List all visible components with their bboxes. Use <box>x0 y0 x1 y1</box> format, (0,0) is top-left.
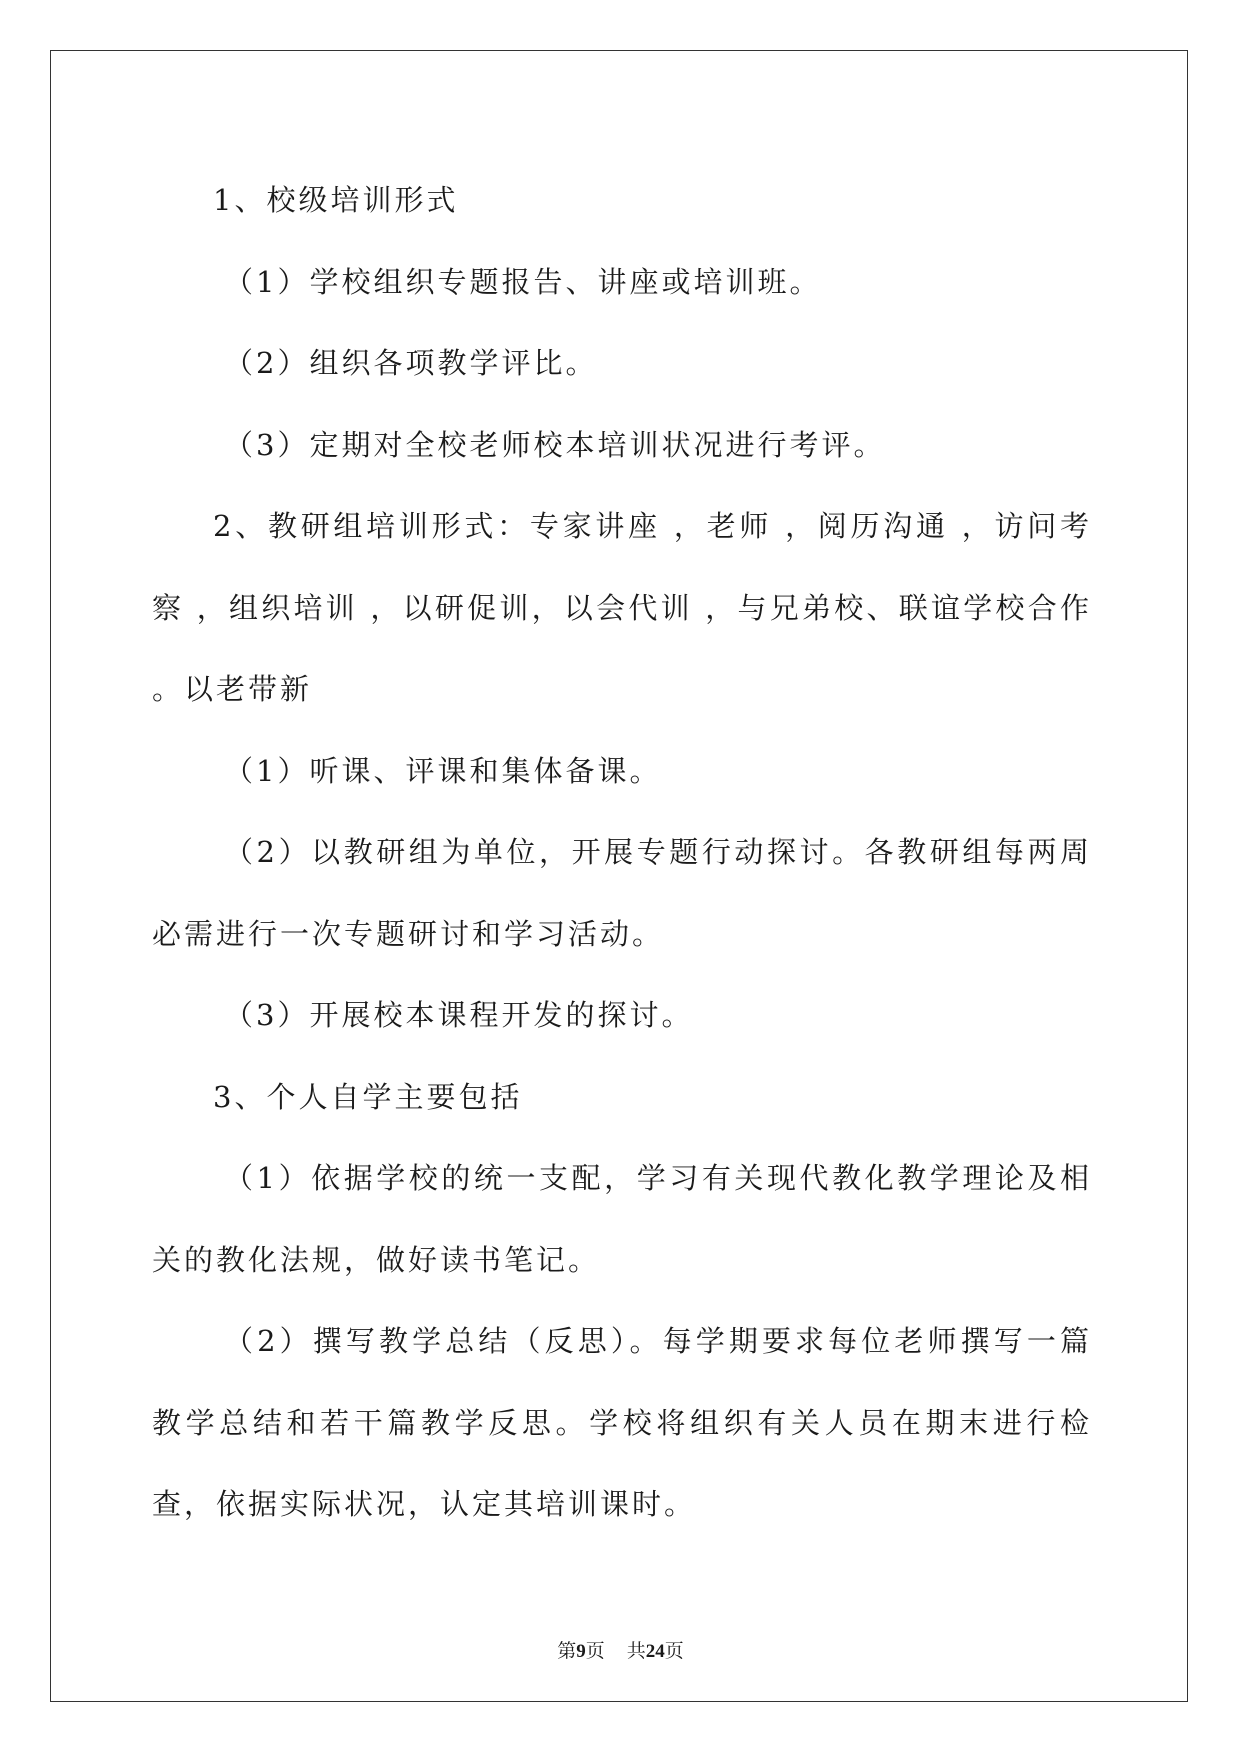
list-item: （2）撰写教学总结（反思）。每学期要求每位老师撰写一篇教学总结和若干篇教学反思。学校将组织有关人员在期末进行检查，依据实际状况，认定其培训课时。 <box>152 1324 1092 1521</box>
list-item: （2）以教研组为单位，开展专题行动探讨。各教研组每两周必需进行一次专题研讨和学习活动。 <box>152 835 1092 951</box>
footer-total-prefix: 共 <box>626 1641 646 1662</box>
list-item: （1）学校组织专题报告、讲座或培训班。 <box>224 264 822 299</box>
total-pages: 24 <box>645 1641 665 1662</box>
footer-total-suffix: 页 <box>664 1641 684 1662</box>
footer-prefix: 第 <box>557 1641 577 1662</box>
list-item: （3）定期对全校老师校本培训状况进行考评。 <box>224 427 886 462</box>
footer-page-suffix: 页 <box>585 1641 605 1662</box>
list-item: （1）听课、评课和集体备课。 <box>224 753 662 788</box>
page-number: 9 <box>576 1641 586 1662</box>
list-item: （3）开展校本课程开发的探讨。 <box>224 998 694 1032</box>
heading-school-training: 1、校级培训形式 <box>213 183 459 217</box>
heading-self-study: 3、个人自学主要包括 <box>213 1079 523 1114</box>
list-item: （1）依据学校的统一支配，学习有关现代教化教学理论及相关的教化法规，做好读书笔记。 <box>152 1161 1092 1277</box>
list-item: （2）组织各项教学评比。 <box>224 346 598 380</box>
document-body <box>152 160 1092 1546</box>
heading-group-training: 2、教研组培训形式：专家讲座 ，老师 ，阅历沟通 ，访问考察 ，组织培训 ，以研促训，以会代训 ，与兄弟校、联谊学校合作 。以老带新 <box>152 509 1092 706</box>
page-footer <box>0 1636 1241 1663</box>
